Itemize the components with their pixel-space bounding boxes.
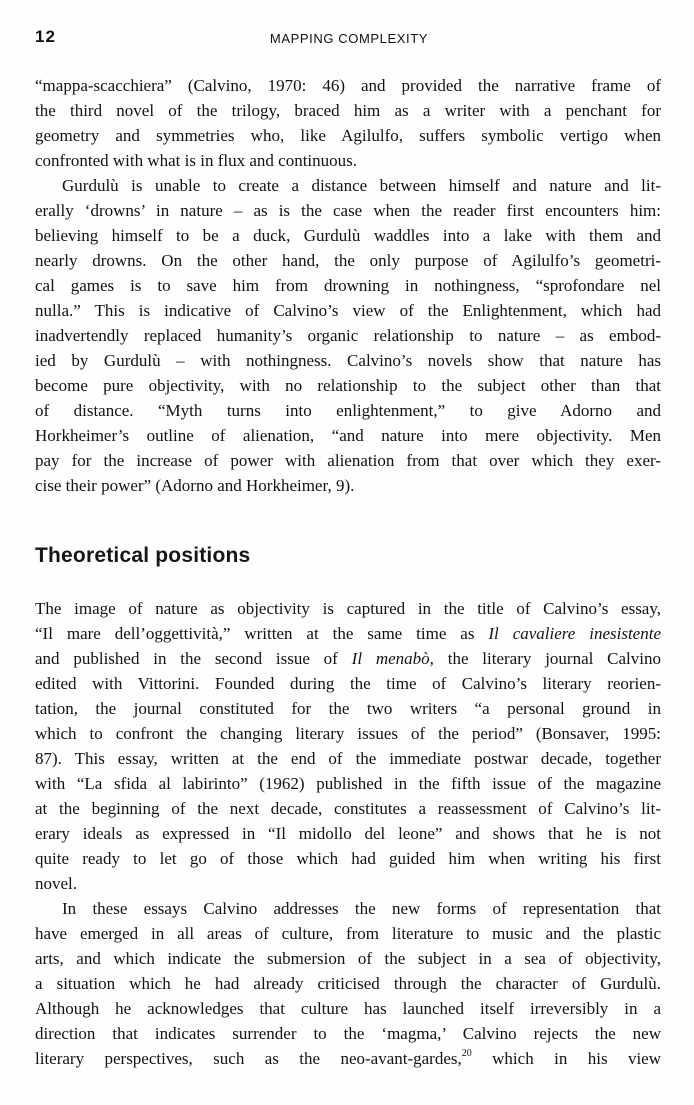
- text-run: of distance. “Myth turns into enlightenment,” to give Adorno and: [35, 401, 661, 420]
- text-line: [35, 821, 661, 846]
- section-heading: Theoretical positions: [35, 544, 251, 567]
- text-run: inadvertendly replaced humanity’s organic relationship to nature – as embod-: [35, 326, 661, 345]
- text-line: [35, 273, 661, 298]
- text-run: nearly drowns. On the other hand, the only purpose of Agilulfo’s geometri-: [35, 251, 661, 270]
- text-line: [35, 248, 661, 273]
- text-column: [35, 73, 661, 1071]
- text-line: [35, 996, 661, 1021]
- text-line: [35, 746, 661, 771]
- text-line: [35, 896, 661, 921]
- text-run: geometry and symmetries who, like Agilulfo, suffers symbolic vertigo when: [35, 126, 661, 145]
- text-run: Although he acknowledges that culture has launched itself irreversibly in a: [35, 999, 661, 1018]
- text-run: have emerged in all areas of culture, from literature to music and the plastic: [35, 924, 661, 943]
- text-line: [35, 323, 661, 348]
- text-line: [35, 621, 661, 646]
- text-run: erally ‘drowns’ in nature – as is the case when the reader first encounters him:: [35, 201, 661, 220]
- text-line: [35, 671, 661, 696]
- text-run: nulla.” This is indicative of Calvino’s view of the Enlightenment, which had: [35, 301, 661, 320]
- running-head: MAPPING COMPLEXITY: [269, 31, 429, 46]
- italic-title: Il menabò: [351, 649, 430, 668]
- text-line: [35, 448, 661, 473]
- text-line: [35, 646, 661, 671]
- text-line: [35, 223, 661, 248]
- text-line: [35, 423, 661, 448]
- text-line: [35, 1046, 661, 1071]
- text-run: direction that indicates surrender to the ‘magma,’ Calvino rejects the new: [35, 1024, 661, 1043]
- text-line: [35, 846, 661, 871]
- text-line: [35, 921, 661, 946]
- text-line: [35, 871, 661, 896]
- page-header: [35, 27, 663, 49]
- paragraph: [35, 896, 661, 1071]
- text-run: erary ideals as expressed in “Il midollo del leone” and shows that he is not: [35, 824, 661, 843]
- text-line: [35, 771, 661, 796]
- text-run: cise their power” (Adorno and Horkheimer, 9).: [35, 476, 355, 495]
- text-run: ied by Gurdulù – with nothingness. Calvino’s novels show that nature has: [35, 351, 661, 370]
- text-line: [35, 398, 661, 423]
- text-run: a situation which he had already criticised through the character of Gurdulù.: [35, 974, 661, 993]
- text-run: edited with Vittorini. Founded during the time of Calvino’s literary reorien-: [35, 674, 661, 693]
- text-line: [35, 348, 661, 373]
- text-line: [35, 473, 661, 498]
- text-run: at the beginning of the next decade, constitutes a reassessment of Calvino’s lit-: [35, 799, 661, 818]
- text-line: [35, 173, 661, 198]
- page-number: 12: [35, 27, 56, 46]
- text-run: cal games is to save him from drowning in nothingness, “sprofondare nel: [35, 276, 661, 295]
- text-line: [35, 971, 661, 996]
- text-run: tation, the journal constituted for the two writers “a personal ground in: [35, 699, 661, 718]
- text-run: which in his view: [471, 1049, 662, 1068]
- italic-title: Il cavaliere inesistente: [488, 624, 661, 643]
- text-run: Horkheimer’s outline of alienation, “and nature into mere objectivity. Men: [35, 426, 661, 445]
- text-run: novel.: [35, 874, 78, 893]
- text-line: [35, 123, 661, 148]
- text-line: [35, 98, 661, 123]
- text-run: 87). This essay, written at the end of the immediate postwar decade, together: [35, 749, 661, 768]
- text-run: which to confront the changing literary issues of the period” (Bonsaver, 1995:: [35, 724, 661, 743]
- text-run: literary perspectives, such as the neo-avant-gardes,: [35, 1049, 462, 1068]
- text-run: arts, and which indicate the submersion of the subject in a sea of objectivity,: [35, 949, 661, 968]
- text-line: [35, 796, 661, 821]
- text-run: In these essays Calvino addresses the new forms of representation that: [62, 899, 661, 918]
- text-line: [35, 1021, 661, 1046]
- text-run: , the literary journal Calvino: [429, 649, 661, 668]
- text-line: [35, 596, 661, 621]
- text-line: [35, 298, 661, 323]
- text-run: the third novel of the trilogy, braced him as a writer with a penchant for: [35, 101, 661, 120]
- text-line: [35, 148, 661, 173]
- text-run: Gurdulù is unable to create a distance between himself and nature and lit-: [62, 176, 661, 195]
- paragraph: [35, 173, 661, 498]
- text-run: pay for the increase of power with alienation from that over which they exer-: [35, 451, 661, 470]
- text-run: confronted with what is in flux and continuous.: [35, 151, 358, 170]
- text-line: [35, 696, 661, 721]
- text-line: [35, 721, 661, 746]
- text-line: [35, 946, 661, 971]
- text-run: believing himself to be a duck, Gurdulù waddles into a lake with them and: [35, 226, 661, 245]
- text-line: [35, 373, 661, 398]
- text-run: The image of nature as objectivity is captured in the title of Calvino’s essay,: [35, 599, 661, 618]
- text-run: “Il mare dell’oggettività,” written at the same time as: [35, 624, 489, 643]
- paragraph: [35, 596, 661, 896]
- text-run: become pure objectivity, with no relationship to the subject other than that: [35, 376, 661, 395]
- text-run: with “La sfida al labirinto” (1962) published in the fifth issue of the magazine: [35, 774, 661, 793]
- text-run: “mappa-scacchiera” (Calvino, 1970: 46) and provided the narrative frame of: [35, 76, 661, 95]
- text-line: [35, 198, 661, 223]
- text-run: and published in the second issue of: [35, 649, 352, 668]
- paragraph: [35, 73, 661, 173]
- text-line: [35, 73, 661, 98]
- footnote-reference: 20: [461, 1048, 472, 1060]
- text-run: quite ready to let go of those which had guided him when writing his first: [35, 849, 661, 868]
